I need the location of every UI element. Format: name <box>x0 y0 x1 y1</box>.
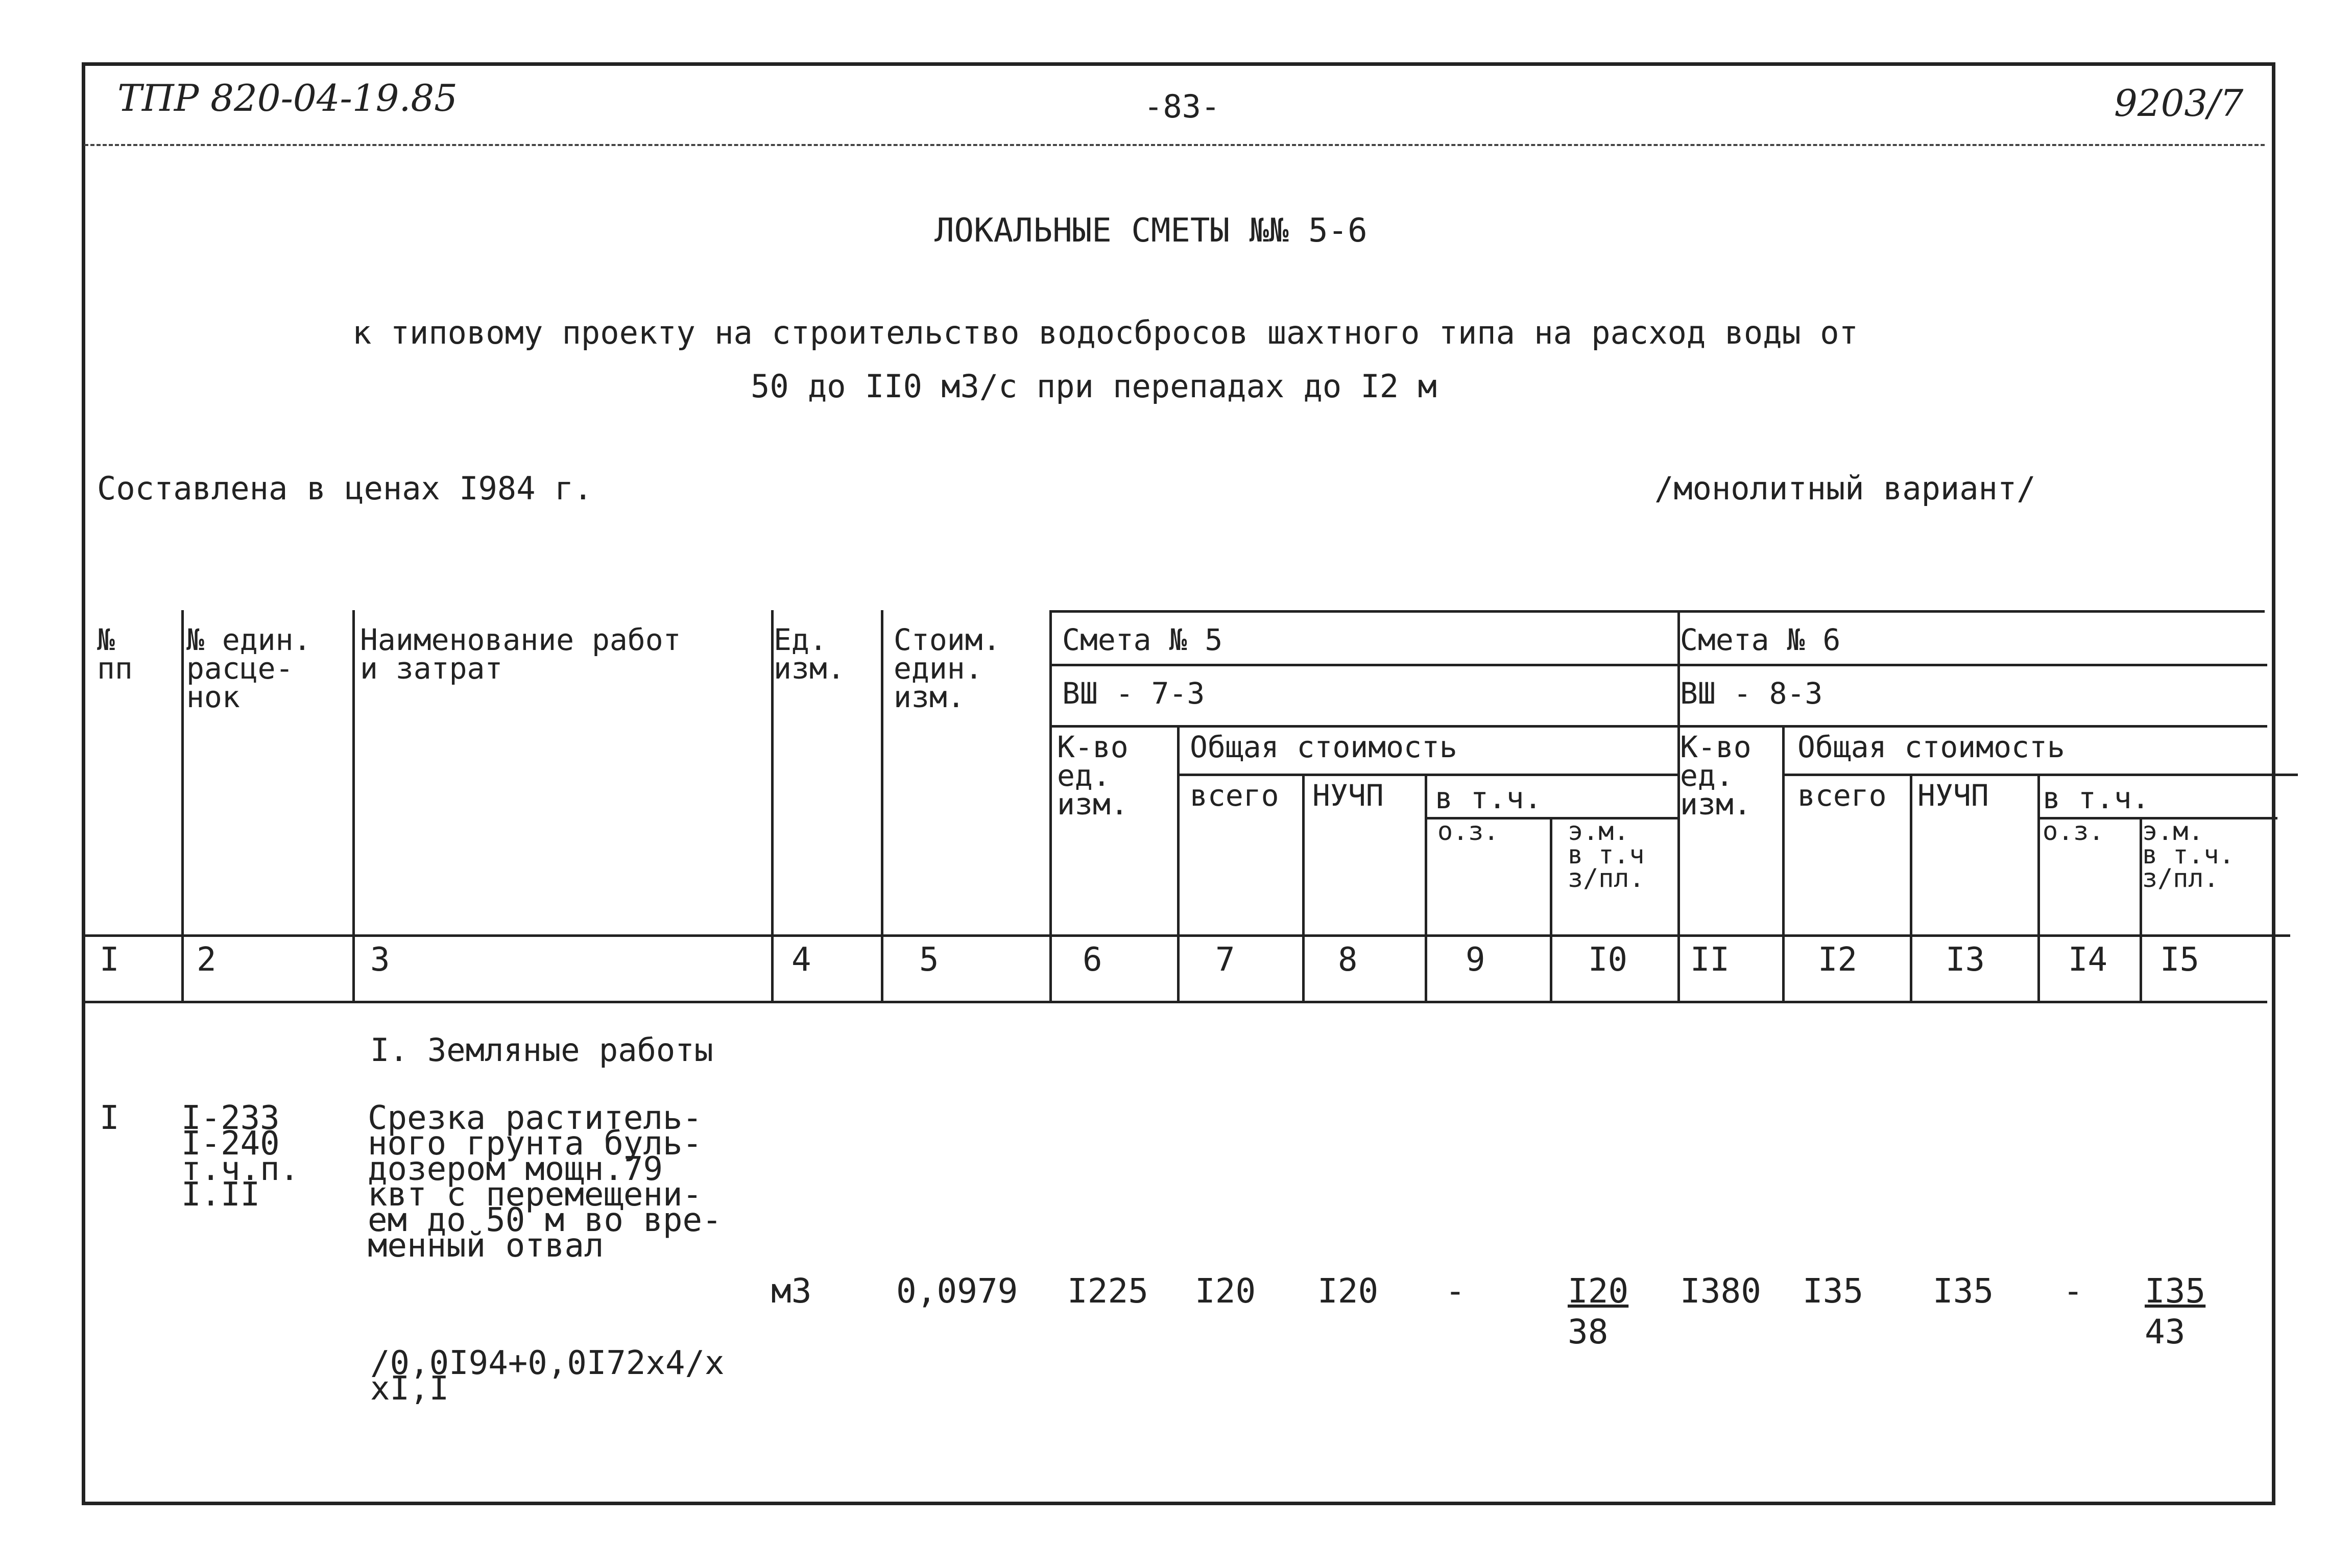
row-nuchp-6: I35 <box>1933 1271 1994 1311</box>
column-numbers-bottom-line <box>84 1001 2267 1003</box>
estimate-6-code: ВШ - 8-3 <box>1680 676 1823 711</box>
row-em-6-wages: 43 <box>2145 1312 2186 1352</box>
row-em-5-wages: 38 <box>1568 1312 1609 1352</box>
row-nuchp-5: I20 <box>1317 1271 1379 1311</box>
header-oz-5: о.з. <box>1437 816 1499 846</box>
col-divider-11 <box>1782 725 1785 1001</box>
column-number-14: I4 <box>2068 941 2108 979</box>
estimate-line <box>1049 664 2267 666</box>
subtitle-line-1: к типовому проекту на строительство водосбросов шахтного типа на расход воды от <box>352 314 1858 351</box>
column-number-1: I <box>100 941 119 979</box>
row-formula: /0,0I94+0,0I72x4/x xI,I <box>370 1344 725 1408</box>
table-top-line <box>1049 610 2265 613</box>
row-qty-6: I380 <box>1680 1271 1761 1311</box>
estimate-code-line <box>1049 725 2267 728</box>
variant-note: /монолитный вариант/ <box>1654 470 2036 507</box>
column-number-6: 6 <box>1083 941 1102 979</box>
col-divider-5 <box>1049 610 1052 1001</box>
header-nuchp-5: НУЧП <box>1312 778 1384 813</box>
col-divider-6 <box>1177 725 1180 1001</box>
row-work-description: Срезка раститель- ного грунта буль- дозером мощн.79 квт с перемещени- ем до 50 м во вре- менный отвал <box>368 1099 722 1265</box>
header-all-6: всего <box>1797 778 1887 813</box>
header-unit: Ед. изм. <box>774 622 845 686</box>
col-divider-7 <box>1302 774 1305 1001</box>
col-divider-4 <box>881 610 883 1001</box>
column-number-7: 7 <box>1215 941 1235 979</box>
column-number-2: 2 <box>197 941 217 979</box>
estimate-5-code: ВШ - 7-3 <box>1062 676 1205 711</box>
column-number-10: I0 <box>1588 941 1628 979</box>
column-number-11: II <box>1690 941 1730 979</box>
header-work-name: Наименование работ и затрат <box>360 622 681 686</box>
row-em-6-total: I35 <box>2145 1271 2206 1311</box>
column-number-5: 5 <box>919 941 939 979</box>
header-qty-5: К-во ед. изм. <box>1057 730 1129 822</box>
header-oz-6: о.з. <box>2043 816 2104 846</box>
row-em-5-total: I20 <box>1568 1271 1629 1311</box>
col-divider-13 <box>2037 774 2040 1001</box>
header-divider <box>84 144 2265 146</box>
section-title: I. Земляные работы <box>370 1031 713 1069</box>
compiled-in-prices: Составлена в ценах I984 г. <box>97 470 593 507</box>
header-total-cost-6: Общая стоимость <box>1797 730 2065 764</box>
document-code: ТПР 820-04-19.85 <box>117 77 458 119</box>
header-total-cost-5: Общая стоимость <box>1190 730 1457 764</box>
header-all-5: всего <box>1190 778 1279 813</box>
col-divider-12 <box>1910 774 1912 1001</box>
sheet-number: 9203/7 <box>2114 82 2244 125</box>
estimate-6-title: Смета № 6 <box>1680 622 1841 657</box>
column-number-12: I2 <box>1818 941 1858 979</box>
header-qty-6: К-во ед. изм. <box>1680 730 1751 822</box>
row-unit: м3 <box>771 1271 812 1311</box>
col-divider-1 <box>181 610 184 1001</box>
row-oz-6: - <box>2063 1271 2083 1311</box>
row-total-5: I20 <box>1195 1271 1256 1311</box>
header-incl-6: в т.ч. <box>2043 781 2150 815</box>
header-em-5: э.м. в т.ч з/пл. <box>1568 816 1645 893</box>
row-number: I <box>100 1099 119 1137</box>
row-oz-5: - <box>1445 1271 1466 1311</box>
col-divider-2 <box>352 610 355 1001</box>
column-numbers-top-line <box>84 934 2290 937</box>
subtitle-line-2: 50 до II0 м3/с при перепадах до I2 м <box>751 368 1437 405</box>
row-total-6: I35 <box>1803 1271 1864 1311</box>
column-number-9: 9 <box>1466 941 1485 979</box>
col-divider-8 <box>1425 774 1427 1001</box>
estimate-5-title: Смета № 5 <box>1062 622 1223 657</box>
column-number-4: 4 <box>791 941 811 979</box>
total-cost-line-5 <box>1177 774 1677 776</box>
header-row-number: № пп <box>97 622 133 686</box>
column-number-8: 8 <box>1338 941 1358 979</box>
document-title: ЛОКАЛЬНЫЕ СМЕТЫ №№ 5-6 <box>934 212 1367 250</box>
total-cost-line-6 <box>1782 774 2298 776</box>
column-number-15: I5 <box>2160 941 2200 979</box>
header-em-6: э.м. в т.ч. з/пл. <box>2142 816 2235 893</box>
page-number: -83- <box>1144 88 1220 125</box>
header-nuchp-6: НУЧП <box>1917 778 1989 813</box>
column-number-3: 3 <box>370 941 390 979</box>
column-number-13: I3 <box>1946 941 1985 979</box>
header-unit-cost: Стоим. един. изм. <box>894 622 1001 714</box>
col-divider-9 <box>1550 817 1552 1001</box>
row-unit-cost: 0,0979 <box>896 1271 1018 1311</box>
header-rate-number: № един. расце- нок <box>186 622 311 714</box>
row-rate-codes: I-233 I-240 т.ч.п. I.II <box>181 1099 300 1214</box>
header-incl-5: в т.ч. <box>1435 781 1542 815</box>
row-qty-5: I225 <box>1067 1271 1148 1311</box>
